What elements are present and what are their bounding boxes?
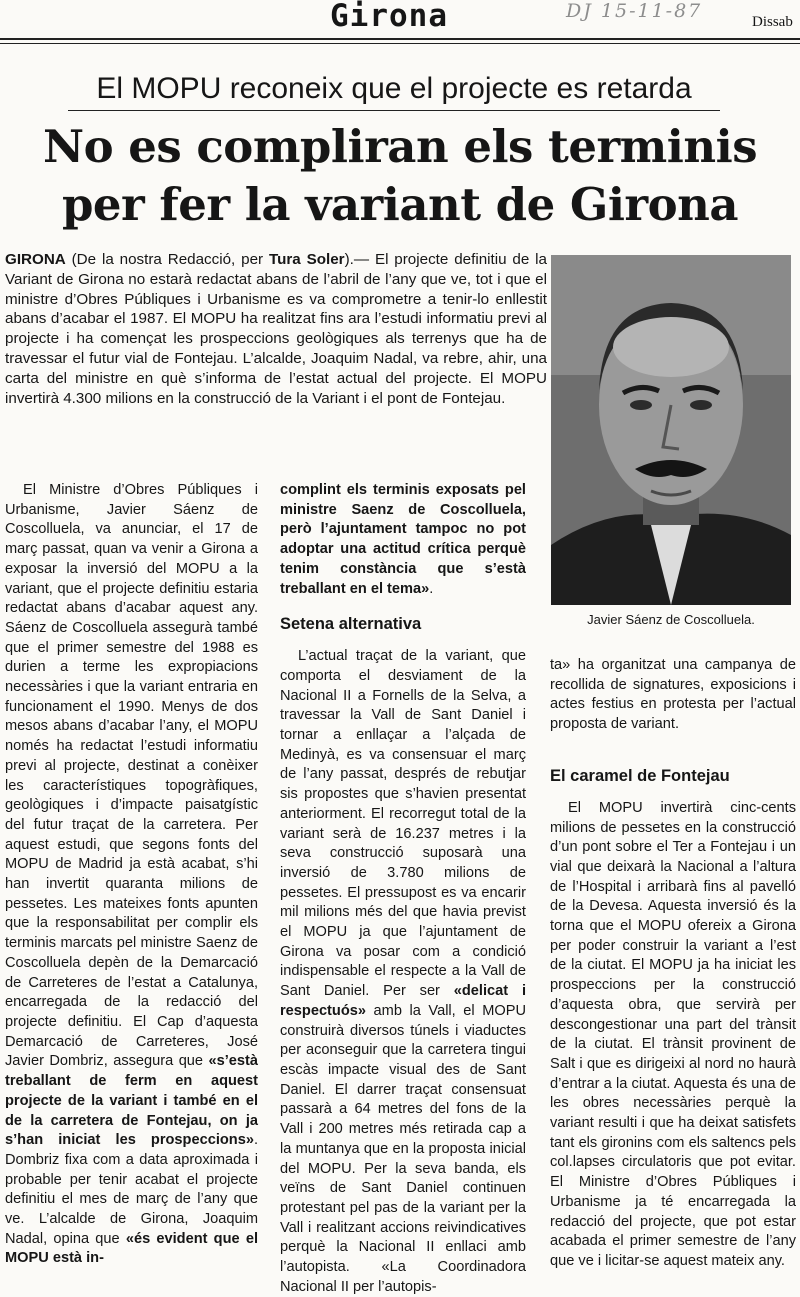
column-2	[280, 481, 526, 1297]
byline-post: ).—	[344, 251, 375, 268]
body-text: amb la Vall, el MOPU construirà diversos túnels i viaductes per aconseguir que la carretera tingui escàs impacte visual des de Sant Daniel. El darrer traçat consensuat passarà a 64 metres del fons de la Vall i 200 metres més retirada cap a la muntanya que en la proposta inicial del MOPU. Per la seva banda, els veïns de Sant Daniel continuen protestant pel pas de la variant per la Vall i realitzant accions reivindicatives perquè la Nacional II enllaci amb l’autopista. «La Coordinadora Nacional II per l’autopis-	[280, 1002, 526, 1295]
author: Tura Soler	[268, 251, 345, 268]
portrait-photo	[551, 255, 791, 605]
quote-nadal-start: «és evident que el MOPU està in-	[5, 1230, 258, 1267]
body-text: L’actual traçat de la variant, que comporta el desviament de la Nacional II a Fornells de la Selva, a travessar la Vall de Sant Daniel i tornar a enllaçar a l’alçada de Medinyà, es va consensuar el març de l’any passat, després de rebutjar sis propostes que s’havien presentat anteriorment. El recorregut total de la variant serà de 16.237 metres i la seva construcció suposarà una inversió de 3.780 milions de pessetes. El pressupost es va encarir mil milions més del que havia previst el MOPU ja que l’ajuntament de Girona va posar com a condició indispensable el respecte a la Vall de Sant Daniel. Per ser	[280, 648, 526, 1000]
body-paragraph-2	[280, 647, 526, 1297]
quote-dombriz: «s’està treballant de ferm en aquest projecte de la variant i també en el de la carretera de Fontejau, on ja s’han iniciat les prospeccions»	[5, 1053, 258, 1149]
body-paragraph-1	[5, 481, 258, 1269]
body-text: .	[429, 580, 434, 597]
headline-line-1: No es compliran els terminis	[42, 120, 758, 173]
kicker: El MOPU reconeix que el projecte es retarda	[68, 68, 720, 111]
headline-line-2: per fer la variant de Girona	[61, 178, 739, 231]
body-text: El Ministre d’Obres Públiques i Urbanisme, Javier Sáenz de Coscolluela, va anunciar, el 17 de març passat, quan va venir a Girona a exposar la inversió del MOPU a la variant, que el projecte definitiu estaria redactat abans d’acabar aquest any. Sáenz de Coscolluela assegurà també que el primer semestre del 1988 es durien a terme les expropiacions necessàries i que la variant entraria en funcionament el 1990. Menys de dos mesos abans d’acabar l’any, el MOPU només ha redactat l’estudi informatiu previ al projecte, destinat a conèixer les característiques topogràfiques, geològiques i d’impacte paisatgístic del futur traçat de la carretera. Per aquest estudi, que segons fonts del MOPU de Madrid ja està acabat, s’hi han invertit quaranta milions de pessetes. Les mateixes fonts apunten que la responsabilitat per complir els terminis marcats pel ministre Saenz de Coscolluela depèn de la Demarcació de Carreteres de l’estat a Catalunya, encarregada de la redacció del projecte definitiu. El Cap d’aquesta Demarcació de Carreteres, José Javier Dombriz, assegura que	[5, 482, 258, 1070]
byline-pre: (De la nostra Redacció, per	[65, 251, 269, 268]
column-3	[550, 656, 796, 1272]
handwritten-date: DJ 15-11-87	[566, 0, 703, 22]
quote-nadal-end: complint els terminis exposats pel ministre Saenz de Coscolluela, però l’ajuntament tampoc no pot adoptar una actitud crítica perquè tenim constància que s’està treballant en el tema»	[280, 482, 526, 597]
portrait-figure	[551, 255, 791, 605]
masthead-rule-thin	[0, 43, 800, 44]
masthead-rule	[0, 38, 800, 40]
day-label: Dissab	[752, 14, 793, 30]
subhead-caramel-fontejau: El caramel de Fontejau	[550, 766, 730, 785]
body-paragraph-3: El MOPU invertirà cinc-cents milions de pessetes en la construcció d’un pont sobre el Ter a Fontejau i un vial que deixarà la Nacional a l’altura de l’Hospital i arribarà fins al pavelló de la Devesa. Aquesta inversió és la torna que el MOPU ofereix a Girona per poder construir la variant a l’est de la ciutat. El MOPU ja ha iniciat les prospeccions per la construcció d’aquesta obra, que servirà per descongestionar una part del trànsit de la ciutat. El trànsit provinent de Salt i que es dirigeixi al nord no haurà d’entrar a la ciutat. Aquesta és una de les obres necessàries perquè la variant resulti i que ha deixat satisfets tant els gironins com els saltencs pels col.lapses circulatoris que pot evitar. El Ministre d’Obres Públiques i Urbanisme ja té encarregada la redacció del projecte, que pot estar acabada el primer semestre de l’any que ve i licitar-se aquest mateix any.	[550, 799, 796, 1269]
lead-text: El projecte definitiu de la Variant de Girona no estarà redactat abans de l’abril de l’any que ve, tot i que el ministre d’Obres Públiques i Urbanisme es va comprometre a tenir-lo enllestit abans d’acabar el 1987. El MOPU ha realitzat fins ara l’estudi informatiu previ al projecte i ha començat les prospeccions geològiques als terrenys que ha de travessar el futur vial de Fontejau. L’alcalde, Joaquim Nadal, va rebre, ahir, una carta del ministre en què s’informa de l’estat actual del projecte. El MOPU invertirà 4.300 milions en la construcció de la Variant i el pont de Fontejau.	[5, 251, 548, 407]
section-title: Girona	[330, 0, 448, 34]
body-paragraph-2-continued: ta» ha organitzat una campanya de recollida de signatures, exposicions i actes festius en protesta per l’actual proposta de variant.	[550, 657, 796, 733]
body-paragraph-1-continued	[280, 481, 526, 599]
subhead-setena-alternativa: Setena alternativa	[280, 615, 422, 634]
lead-paragraph	[5, 250, 547, 408]
headline	[0, 118, 800, 234]
body-text: . Dombriz fixa com a data aproximada i probable per tenir acabat el projecte definitiu el mes de març de l’any que ve. L’alcalde de Girona, Joaquim Nadal, opina que	[5, 1132, 258, 1247]
quote-delicat: «delicat i respectuós»	[280, 983, 526, 1019]
column-1	[5, 481, 258, 1269]
dateline: GIRONA	[5, 251, 66, 268]
photo-caption: Javier Sáenz de Coscolluela.	[587, 612, 755, 627]
